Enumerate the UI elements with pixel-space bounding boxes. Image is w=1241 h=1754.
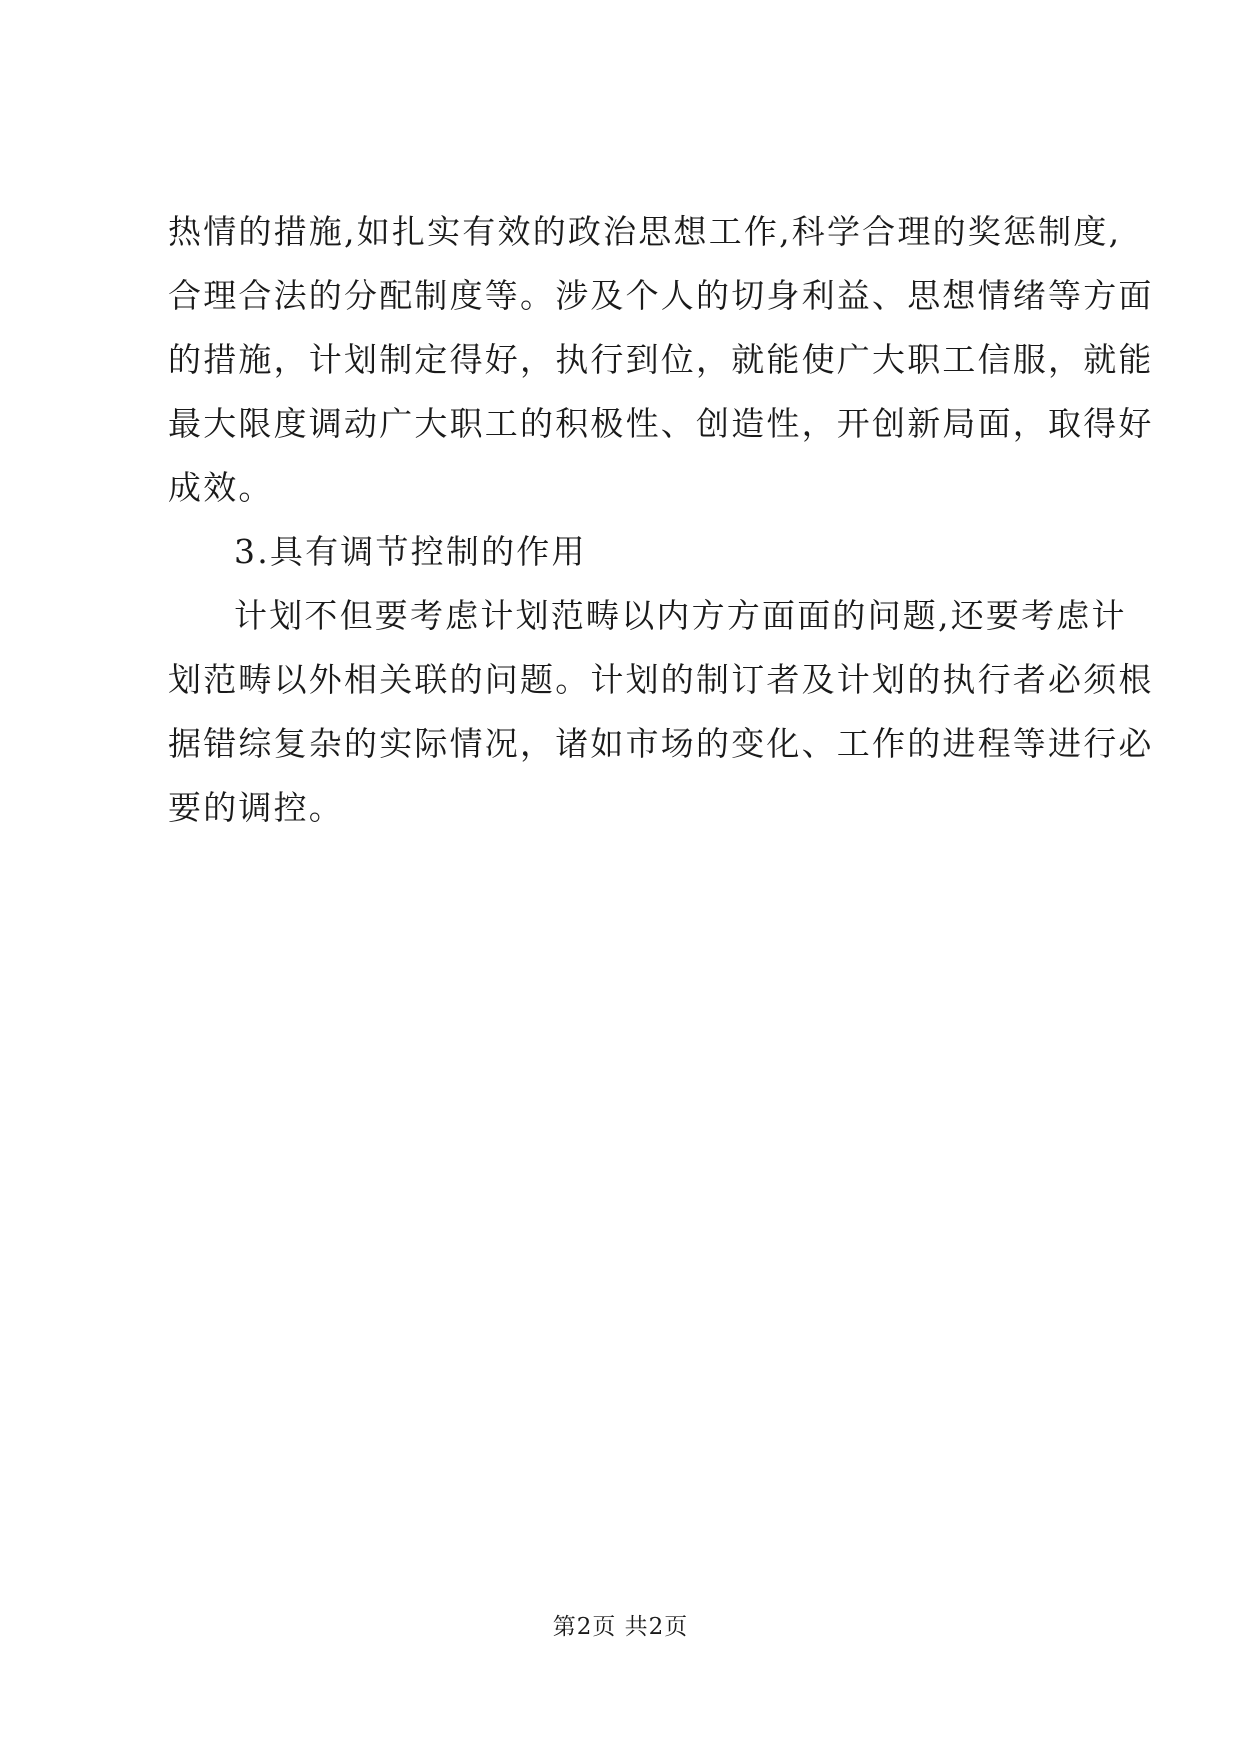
document-body xyxy=(168,200,1154,840)
paragraph-line: 成效。 xyxy=(168,468,274,507)
paragraph-line: 据错综复杂的实际情况，诸如市场的变化、工作的进程等进行必 xyxy=(168,724,1154,763)
paragraph-line: 划范畴以外相关联的问题。计划的制订者及计划的执行者必须根 xyxy=(168,660,1154,699)
paragraph-line: 最大限度调动广大职工的积极性、创造性，开创新局面，取得好 xyxy=(168,404,1154,443)
paragraph-2 xyxy=(168,584,1154,840)
paragraph-line: 的措施，计划制定得好，执行到位，就能使广大职工信服，就能 xyxy=(168,340,1154,379)
page-footer xyxy=(0,1612,1241,1642)
paragraph-line: 计划不但要考虑计划范畴以内方方面面的问题,还要考虑计 xyxy=(234,596,1127,635)
paragraph-1 xyxy=(168,200,1154,520)
page-number: 第2页 共2页 xyxy=(552,1614,689,1640)
paragraph-line: 热情的措施,如扎实有效的政治思想工作,科学合理的奖惩制度, xyxy=(168,212,1122,251)
section-heading: 3.具有调节控制的作用 xyxy=(234,532,587,571)
paragraph-line: 要的调控。 xyxy=(168,788,344,827)
paragraph-line: 合理合法的分配制度等。涉及个人的切身利益、思想情绪等方面 xyxy=(168,276,1154,315)
